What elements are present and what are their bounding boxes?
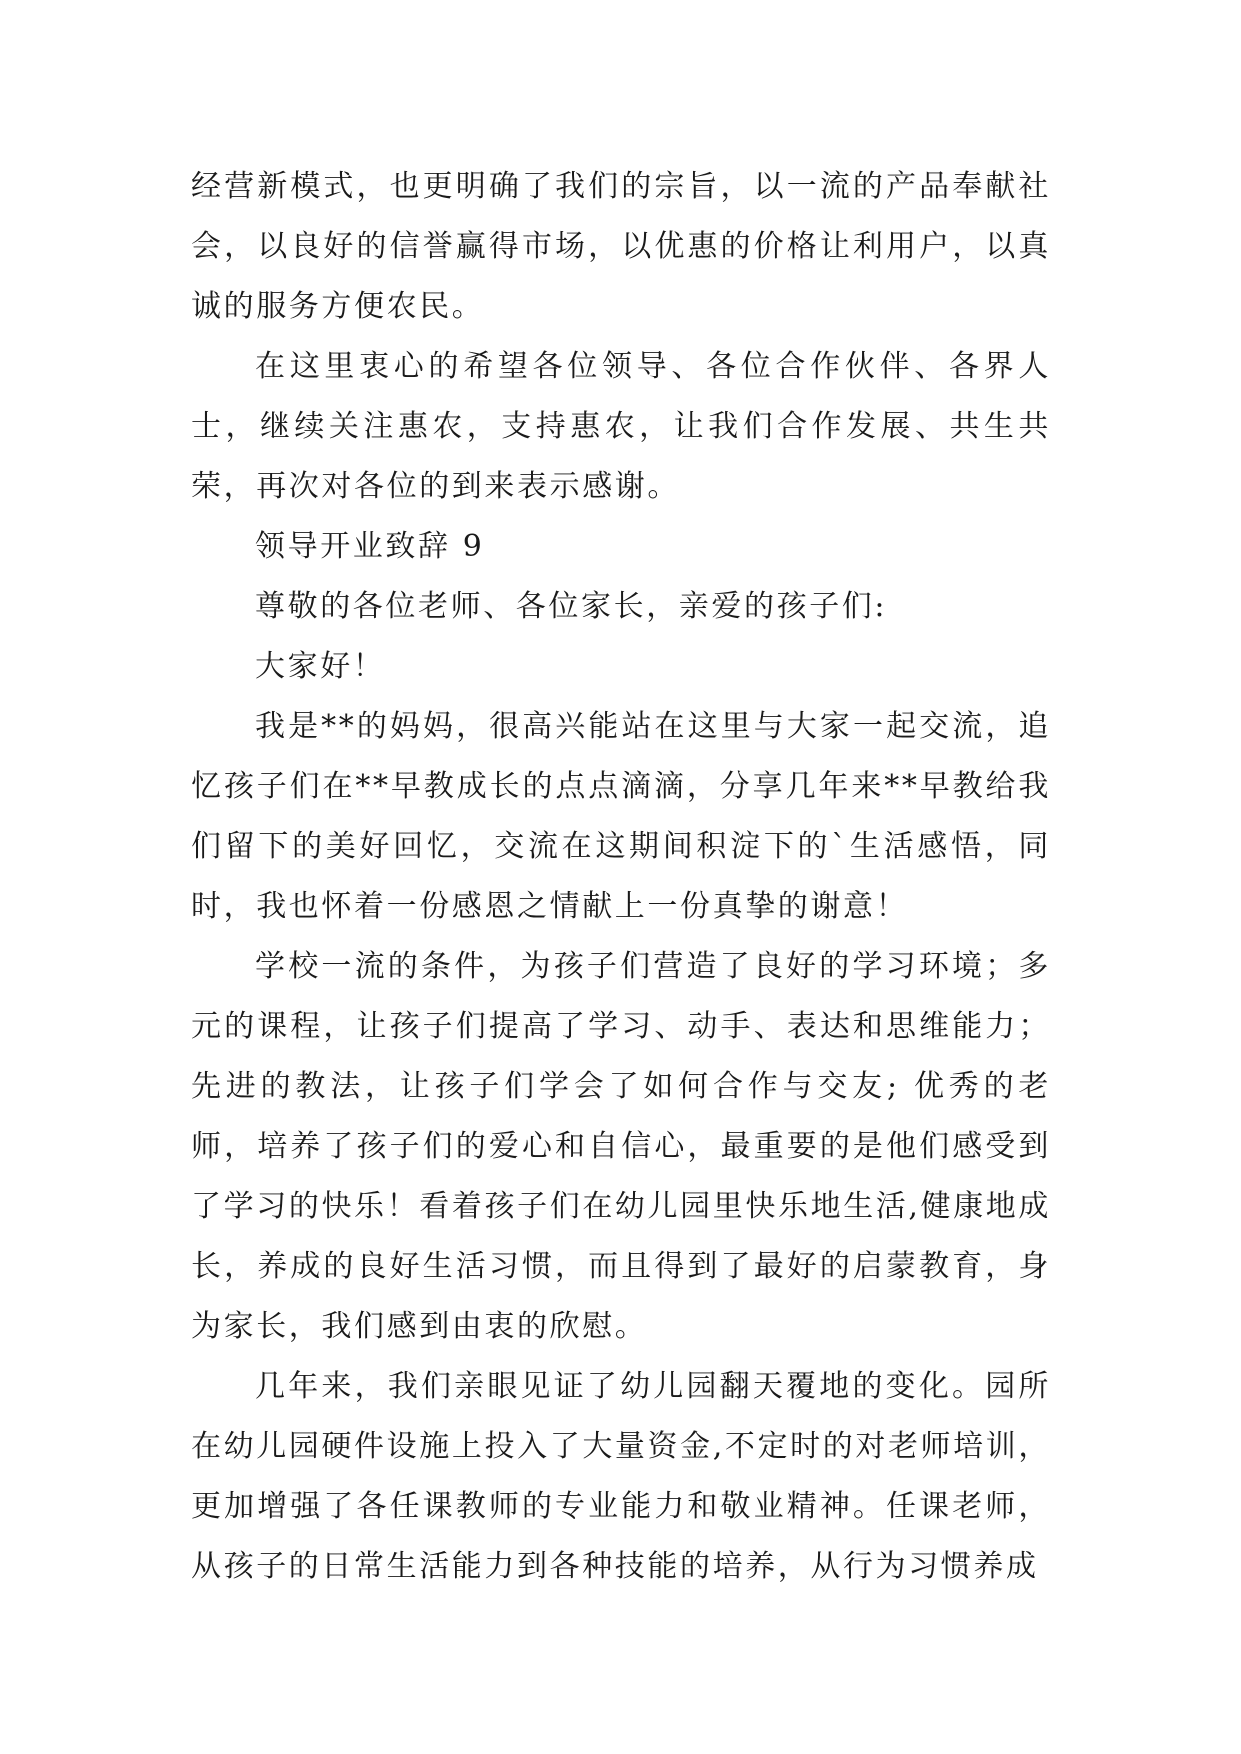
paragraph-school-conditions: 学校一流的条件，为孩子们营造了良好的学习环境；多元的课程，让孩子们提高了学习、动手、表达和思维能力；先进的教法，让孩子们学会了如何合作与交友; 优秀的老师，培养了孩子们的爱心和自信心，最重要的是他们感受到了学习的快乐！看着孩子们在幼儿园里快乐地生活,健康地成长，养成的良好生活习惯，而且得到了最好的启蒙教育，身为家长，我们感到由衷的欣慰。 — [191, 949, 1051, 1344]
section-heading: 领导开业致辞 9 — [255, 529, 485, 564]
greeting: 大家好！ — [255, 649, 386, 684]
salutation: 尊敬的各位老师、各位家长，亲爱的孩子们: — [255, 589, 888, 624]
paragraph-continued: 经营新模式，也更明确了我们的宗旨，以一流的产品奉献社会，以良好的信誉赢得市场，以优惠的价格让利用户，以真诚的服务方便农民。 — [191, 169, 1051, 324]
paragraph-introduction: 我是**的妈妈，很高兴能站在这里与大家一起交流，追忆孩子们在**早教成长的点点滴滴，分享几年来**早教给我们留下的美好回忆，交流在这期间积淀下的`生活感悟，同时，我也怀着一份感恩之情献上一份真挚的谢意！ — [191, 709, 1051, 924]
document-body — [191, 157, 1051, 1597]
paragraph-changes: 几年来，我们亲眼见证了幼儿园翻天覆地的变化。园所在幼儿园硬件设施上投入了大量资金,不定时的对老师培训，更加增强了各任课教师的专业能力和敬业精神。任课老师，从孩子的日常生活能力到各种技能的培养，从行为习惯养成 — [191, 1369, 1051, 1584]
paragraph-closing-wish: 在这里衷心的希望各位领导、各位合作伙伴、各界人士，继续关注惠农，支持惠农，让我们合作发展、共生共荣，再次对各位的到来表示感谢。 — [191, 349, 1051, 504]
